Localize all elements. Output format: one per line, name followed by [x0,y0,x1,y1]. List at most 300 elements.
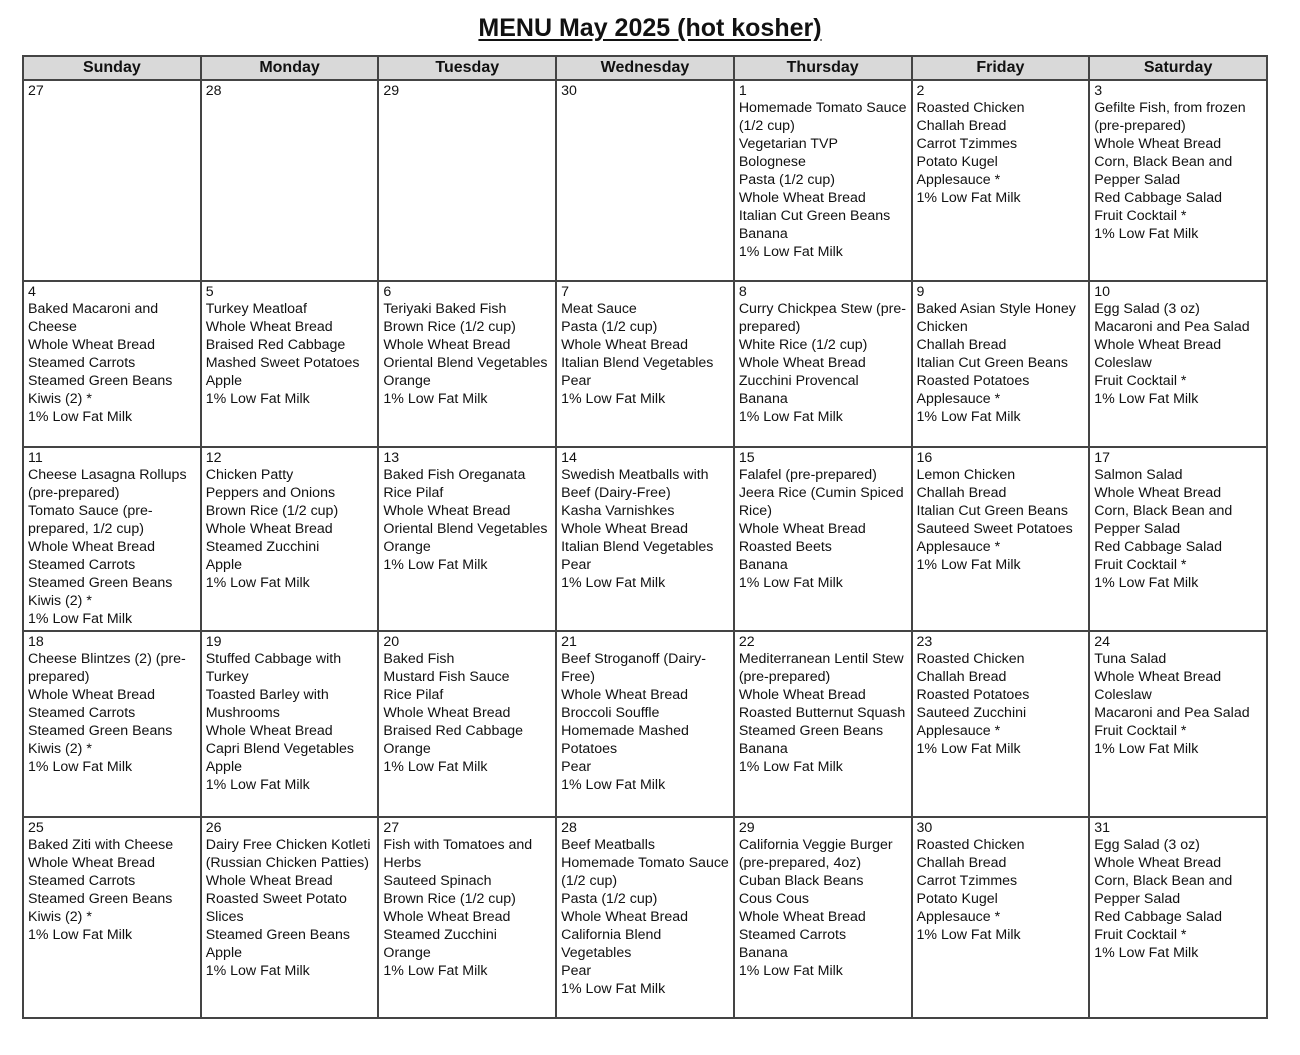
day-cell [1089,631,1267,817]
menu-item: 1% Low Fat Milk [561,777,666,793]
day-cell [1089,817,1267,1018]
menu-items [739,836,908,980]
menu-item: Pasta (1/2 cup) [738,172,836,188]
menu-item: Pasta (1/2 cup) [561,891,658,907]
menu-item: 1% Low Fat Milk [561,575,666,591]
menu-item: Orange [383,539,431,555]
menu-item: Potato Kugel [916,154,998,170]
menu-item: Applesauce * [916,172,1001,188]
menu-item: Banana [738,557,788,573]
menu-item: 1% Low Fat Milk [916,927,1021,943]
menu-items [561,650,730,794]
day-number: 19 [205,634,222,650]
menu-item: 1% Low Fat Milk [1094,741,1199,757]
menu-item: Homemade Tomato Sauce (1/2 cup) [738,100,907,134]
menu-item: 1% Low Fat Milk [383,963,488,979]
menu-item: 1% Low Fat Milk [738,759,843,775]
menu-item: Brown Rice (1/2 cup) [383,891,516,907]
day-number: 23 [916,634,933,650]
day-number: 13 [383,450,400,466]
day-number: 20 [383,634,400,650]
day-number: 9 [916,284,925,300]
menu-item: Curry Chickpea Stew (pre-prepared) [738,301,906,335]
weekday-header: Tuesday [378,56,556,80]
day-number: 24 [1094,634,1110,650]
menu-item: Kiwis (2) * [28,391,92,407]
day-number: 27 [28,83,44,99]
menu-item: Whole Wheat Bread [205,521,333,537]
day-cell [201,80,379,281]
day-cell [23,80,201,281]
menu-items [28,836,197,944]
menu-items [739,99,908,261]
menu-item: Whole Wheat Bread [28,337,155,353]
day-number: 16 [916,450,933,466]
day-number: 27 [383,820,400,836]
menu-item: Banana [738,741,788,757]
menu-item: Steamed Green Beans [28,373,173,389]
menu-item: Sauteed Spinach [383,873,492,889]
menu-item: 1% Low Fat Milk [561,391,666,407]
day-cell [23,447,201,631]
menu-item: Orange [383,741,431,757]
menu-item: Pear [561,373,592,389]
menu-item: Steamed Carrots [28,355,136,371]
menu-items [206,650,375,794]
menu-item: Kasha Varnishkes [561,503,675,519]
week-row [23,80,1267,281]
menu-item: 1% Low Fat Milk [916,557,1021,573]
menu-item: Tomato Sauce (pre-prepared, 1/2 cup) [28,503,153,537]
menu-item: Rice Pilaf [383,485,444,501]
menu-item: Italian Blend Vegetables [561,539,714,555]
menu-item: Steamed Green Beans [205,927,351,943]
menu-item: 1% Low Fat Milk [1094,226,1199,242]
menu-item: Coleslaw [1094,687,1152,703]
day-number: 17 [1094,450,1110,466]
menu-items [917,650,1086,758]
menu-item: Steamed Carrots [28,873,136,889]
menu-items [739,466,908,592]
menu-item: Beef Stroganoff (Dairy-Free) [561,651,706,685]
menu-item: Whole Wheat Bread [561,521,689,537]
menu-item: Kiwis (2) * [28,909,92,925]
menu-item: Whole Wheat Bread [738,521,866,537]
menu-item: Brown Rice (1/2 cup) [383,319,516,335]
menu-item: Kiwis (2) * [28,593,92,609]
menu-item: Pear [561,759,592,775]
menu-item: Red Cabbage Salad [1094,539,1223,555]
menu-item: Whole Wheat Bread [205,723,333,739]
day-cell [912,631,1090,817]
menu-item: Pasta (1/2 cup) [561,319,658,335]
menu-item: Kiwis (2) * [28,741,92,757]
day-number: 28 [205,83,222,99]
page-title: MENU May 2025 (hot kosher) [478,14,822,42]
menu-item: Turkey Meatloaf [205,301,307,317]
menu-item: Whole Wheat Bread [738,355,866,371]
menu-item: 1% Low Fat Milk [1094,575,1199,591]
menu-item: Challah Bread [916,485,1007,501]
day-number: 22 [738,634,755,650]
day-cell [912,817,1090,1018]
menu-item: Steamed Carrots [738,927,847,943]
day-number: 26 [205,820,222,836]
menu-item: 1% Low Fat Milk [205,575,310,591]
menu-item: 1% Low Fat Milk [1094,391,1199,407]
menu-items [28,650,197,776]
menu-item: Steamed Zucchini [383,927,497,943]
menu-item: Braised Red Cabbage [383,723,524,739]
day-number: 6 [383,284,392,300]
menu-item: Baked Ziti with Cheese [28,837,174,853]
menu-item: Broccoli Souffle [561,705,660,721]
menu-item: Fruit Cocktail * [1094,927,1187,943]
day-number: 10 [1094,284,1110,300]
menu-items [917,836,1086,944]
menu-item: Whole Wheat Bread [738,687,866,703]
menu-item: Steamed Green Beans [738,723,884,739]
menu-item: 1% Low Fat Milk [561,981,666,997]
menu-item: Oriental Blend Vegetables [383,521,548,537]
menu-item: Zucchini Provencal [738,373,859,389]
day-cell [23,281,201,447]
menu-item: 1% Low Fat Milk [28,927,133,943]
menu-item: Whole Wheat Bread [383,337,511,353]
menu-item: Challah Bread [916,669,1007,685]
menu-item: Roasted Beets [738,539,832,555]
weekday-header: Sunday [23,56,201,80]
menu-item: 1% Low Fat Milk [205,391,310,407]
menu-item: Egg Salad (3 oz) [1094,837,1200,853]
menu-items [917,99,1086,207]
day-cell [556,281,734,447]
day-number: 14 [561,450,577,466]
menu-item: Swedish Meatballs with Beef (Dairy-Free) [561,467,709,501]
menu-item: Italian Cut Green Beans [916,355,1068,371]
menu-item: Whole Wheat Bread [561,909,689,925]
menu-item: Toasted Barley with Mushrooms [205,687,329,721]
day-cell [378,817,556,1018]
menu-item: Baked Macaroni and Cheese [28,301,159,335]
menu-item: Whole Wheat Bread [738,190,866,206]
day-number: 5 [205,284,214,300]
menu-items [206,466,375,592]
menu-item: Egg Salad (3 oz) [1094,301,1200,317]
menu-item: Whole Wheat Bread [383,503,511,519]
menu-items [917,466,1086,574]
menu-item: Corn, Black Bean and Pepper Salad [1094,503,1233,537]
menu-items [206,836,375,980]
day-number: 18 [28,634,44,650]
menu-items [1094,99,1263,243]
menu-item: Cheese Blintzes (2) (pre-prepared) [28,651,186,685]
menu-item: Carrot Tzimmes [916,873,1018,889]
weekday-header: Thursday [734,56,912,80]
menu-item: Apple [205,557,242,573]
menu-item: Rice Pilaf [383,687,444,703]
day-cell [556,817,734,1018]
menu-item: California Blend Vegetables [561,927,662,961]
menu-item: Whole Wheat Bread [28,539,155,555]
menu-items [1094,650,1263,758]
menu-item: Baked Fish [383,651,455,667]
menu-item: Meat Sauce [561,301,637,317]
menu-items [383,650,552,776]
menu-item: 1% Low Fat Milk [28,409,133,425]
menu-items [383,466,552,574]
menu-item: Whole Wheat Bread [561,687,689,703]
day-number: 3 [1094,83,1103,99]
menu-item: Italian Cut Green Beans [916,503,1068,519]
day-number: 7 [561,284,569,300]
menu-item: Whole Wheat Bread [383,909,511,925]
day-cell [912,281,1090,447]
day-number: 15 [738,450,755,466]
menu-item: California Veggie Burger (pre-prepared, 4oz) [738,837,893,871]
day-cell [734,631,912,817]
menu-item: Steamed Carrots [28,705,136,721]
menu-item: Stuffed Cabbage with Turkey [205,651,342,685]
menu-items [739,650,908,776]
menu-item: Whole Wheat Bread [1094,337,1222,353]
day-cell [378,80,556,281]
day-cell [201,447,379,631]
week-row [23,281,1267,447]
menu-item: Chicken Patty [205,467,294,483]
menu-item: 1% Low Fat Milk [916,741,1021,757]
menu-item: Lemon Chicken [916,467,1016,483]
menu-item: 1% Low Fat Milk [1094,945,1199,961]
menu-item: Oriental Blend Vegetables [383,355,548,371]
day-cell [1089,281,1267,447]
menu-item: Red Cabbage Salad [1094,190,1223,206]
weekday-header-row [23,56,1267,80]
menu-item: 1% Low Fat Milk [916,409,1021,425]
menu-item: Roasted Chicken [916,100,1025,116]
day-number: 29 [738,820,755,836]
menu-items [917,300,1086,426]
menu-item: Macaroni and Pea Salad [1094,705,1250,721]
day-cell [912,80,1090,281]
day-number: 2 [916,83,925,99]
menu-items [739,300,908,426]
menu-item: Steamed Green Beans [28,575,173,591]
menu-item: Dairy Free Chicken Kotleti (Russian Chicken Patties) [205,837,371,871]
menu-item: Applesauce * [916,723,1001,739]
menu-item: Fruit Cocktail * [1094,723,1187,739]
menu-items [1094,836,1263,962]
menu-item: Whole Wheat Bread [738,909,866,925]
weekday-header: Saturday [1089,56,1267,80]
menu-item: Brown Rice (1/2 cup) [205,503,339,519]
day-cell [201,817,379,1018]
menu-item: Steamed Zucchini [205,539,320,555]
menu-item: White Rice (1/2 cup) [738,337,868,353]
menu-item: Salmon Salad [1094,467,1183,483]
day-number: 12 [205,450,222,466]
menu-item: Italian Blend Vegetables [561,355,714,371]
menu-item: Gefilte Fish, from frozen (pre-prepared) [1094,100,1246,134]
menu-item: Challah Bread [916,337,1007,353]
menu-item: Steamed Carrots [28,557,136,573]
menu-items [206,300,375,408]
menu-item: Roasted Butternut Squash [738,705,906,721]
day-number: 30 [561,83,577,99]
menu-item: Corn, Black Bean and Pepper Salad [1094,154,1233,188]
menu-item: Challah Bread [916,118,1007,134]
menu-item: Orange [383,945,431,961]
menu-item: Applesauce * [916,391,1001,407]
menu-item: 1% Low Fat Milk [738,409,843,425]
menu-item: Whole Wheat Bread [1094,136,1222,152]
menu-item: Mashed Sweet Potatoes [205,355,360,371]
menu-item: 1% Low Fat Milk [738,244,843,260]
menu-item: Pear [561,557,592,573]
day-number: 28 [561,820,577,836]
menu-items [28,466,197,628]
menu-item: Falafel (pre-prepared) [738,467,877,483]
menu-item: Cous Cous [738,891,809,907]
menu-items [1094,300,1263,408]
menu-item: Teriyaki Baked Fish [383,301,507,317]
menu-item: 1% Low Fat Milk [383,759,488,775]
menu-item: Steamed Green Beans [28,723,173,739]
menu-items [561,466,730,592]
menu-item: Whole Wheat Bread [1094,669,1222,685]
day-cell [23,817,201,1018]
menu-item: Baked Fish Oreganata [383,467,526,483]
menu-item: Peppers and Onions [205,485,336,501]
menu-item: Mustard Fish Sauce [383,669,510,685]
menu-items [561,300,730,408]
menu-item: 1% Low Fat Milk [28,759,133,775]
day-cell [23,631,201,817]
day-cell [734,447,912,631]
menu-item: Braised Red Cabbage [205,337,346,353]
day-cell [378,281,556,447]
weekday-header: Monday [201,56,379,80]
menu-item: Sauteed Sweet Potatoes [916,521,1073,537]
day-number: 1 [738,83,747,99]
menu-item: Macaroni and Pea Salad [1094,319,1250,335]
menu-item: Whole Wheat Bread [383,705,511,721]
menu-item: Orange [383,373,431,389]
menu-item: Beef Meatballs [561,837,655,853]
menu-item: Whole Wheat Bread [28,855,155,871]
menu-item: Red Cabbage Salad [1094,909,1223,925]
menu-item: Capri Blend Vegetables [205,741,354,757]
menu-item: Fruit Cocktail * [1094,208,1187,224]
day-cell [378,631,556,817]
menu-item: Potato Kugel [916,891,998,907]
menu-item: 1% Low Fat Milk [738,963,843,979]
week-row [23,817,1267,1018]
menu-item: Baked Asian Style Honey Chicken [916,301,1076,335]
day-cell [734,817,912,1018]
menu-item: Banana [738,226,788,242]
menu-items [383,300,552,408]
menu-calendar [22,55,1268,1019]
menu-item: Pear [561,963,592,979]
menu-item: Tuna Salad [1094,651,1167,667]
menu-item: Corn, Black Bean and Pepper Salad [1094,873,1233,907]
menu-item: Cuban Black Beans [738,873,864,889]
menu-item: Whole Wheat Bread [561,337,689,353]
menu-items [28,300,197,426]
menu-item: Whole Wheat Bread [1094,485,1222,501]
menu-item: Roasted Potatoes [916,687,1030,703]
week-row [23,631,1267,817]
menu-item: 1% Low Fat Milk [28,611,133,627]
menu-item: Applesauce * [916,539,1001,555]
menu-item: Homemade Mashed Potatoes [561,723,689,757]
menu-item: 1% Low Fat Milk [205,963,310,979]
weekday-header: Friday [912,56,1090,80]
menu-item: Italian Cut Green Beans [738,208,891,224]
day-number: 25 [28,820,44,836]
menu-item: 1% Low Fat Milk [383,391,488,407]
menu-items [383,836,552,980]
menu-item: Carrot Tzimmes [916,136,1018,152]
menu-item: Whole Wheat Bread [205,319,333,335]
week-row [23,447,1267,631]
menu-item: Apple [205,945,242,961]
menu-item: Fruit Cocktail * [1094,557,1187,573]
menu-item: Roasted Chicken [916,651,1025,667]
menu-item: Cheese Lasagna Rollups (pre-prepared) [28,467,187,501]
day-number: 21 [561,634,577,650]
day-cell [1089,80,1267,281]
menu-item: Roasted Potatoes [916,373,1030,389]
day-cell [556,447,734,631]
menu-item: Homemade Tomato Sauce (1/2 cup) [561,855,729,889]
day-cell [912,447,1090,631]
menu-item: Challah Bread [916,855,1007,871]
day-number: 31 [1094,820,1110,836]
menu-item: Roasted Chicken [916,837,1025,853]
menu-item: Jeera Rice (Cumin Spiced Rice) [738,485,904,519]
menu-item: 1% Low Fat Milk [383,557,488,573]
day-number: 29 [383,83,400,99]
menu-item: Fish with Tomatoes and Herbs [383,837,533,871]
menu-item: Applesauce * [916,909,1001,925]
day-number: 4 [28,284,36,300]
menu-items [1094,466,1263,592]
day-cell [734,80,912,281]
menu-items [561,836,730,998]
day-cell [734,281,912,447]
menu-item: 1% Low Fat Milk [738,575,843,591]
menu-item: Vegetarian TVP Bolognese [738,136,838,170]
menu-item: Mediterranean Lentil Stew (pre-prepared) [738,651,904,685]
menu-item: Banana [738,945,788,961]
day-number: 11 [28,450,43,466]
day-number: 8 [738,284,747,300]
day-cell [378,447,556,631]
day-cell [556,80,734,281]
menu-item: Whole Wheat Bread [205,873,333,889]
menu-item: Whole Wheat Bread [1094,855,1222,871]
menu-item: Fruit Cocktail * [1094,373,1187,389]
day-cell [201,631,379,817]
menu-item: Sauteed Zucchini [916,705,1027,721]
menu-item: 1% Low Fat Milk [916,190,1021,206]
menu-item: Whole Wheat Bread [28,687,155,703]
menu-item: Coleslaw [1094,355,1152,371]
menu-item: Steamed Green Beans [28,891,173,907]
menu-item: Apple [205,373,242,389]
